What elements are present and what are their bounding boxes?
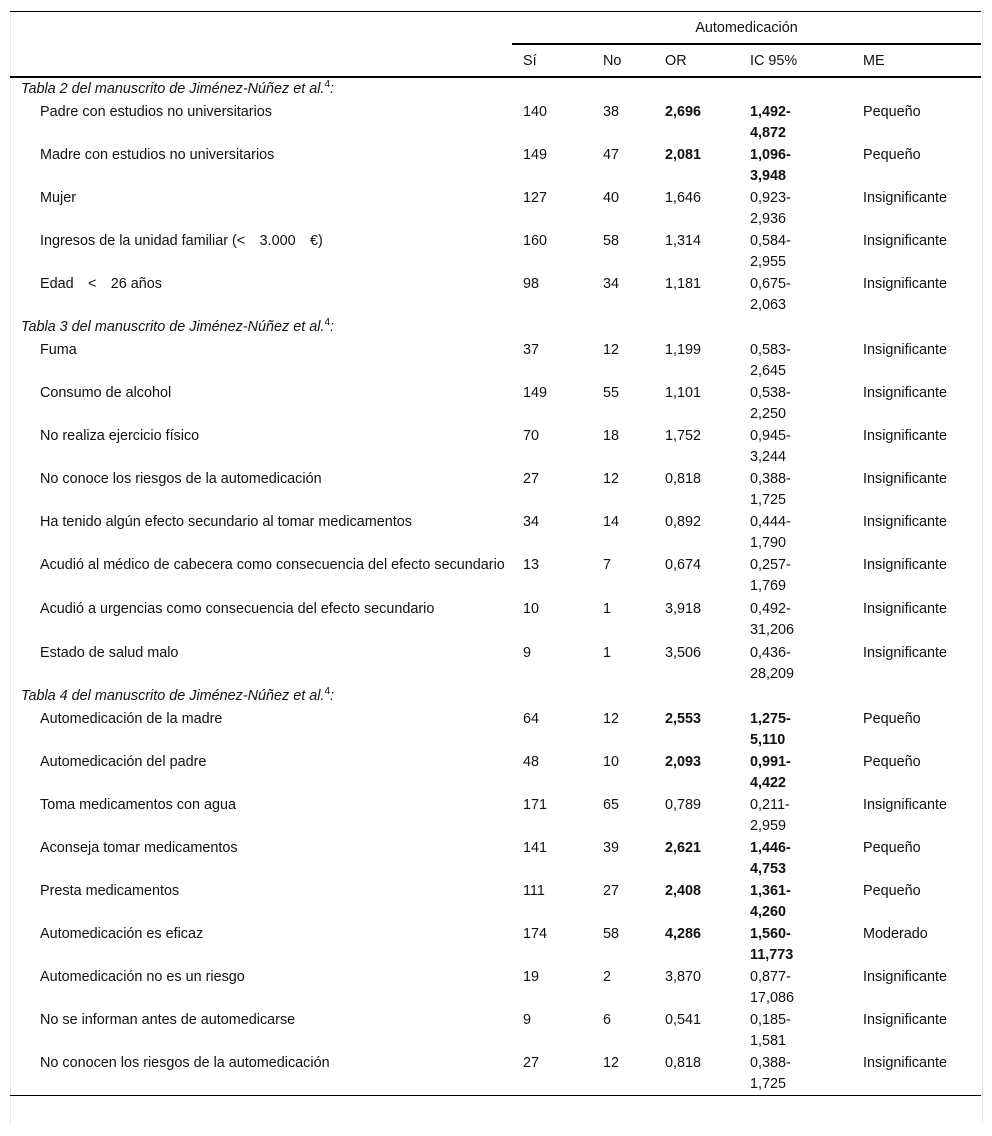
cell-me: Pequeño (863, 147, 921, 163)
table-row (10, 837, 981, 880)
cell-or: 4,286 (665, 926, 702, 942)
table-row (10, 598, 981, 642)
section-title-text: Tabla 3 del manuscrito de Jiménez-Núñez et al. (21, 319, 325, 335)
section-title (10, 316, 981, 339)
cell-ic95: 1,560- 11,773 (750, 926, 794, 963)
cell-si: 19 (523, 969, 540, 985)
cell-or: 0,674 (665, 557, 702, 573)
cell-me: Insignificante (863, 645, 947, 661)
section-title-text: Tabla 2 del manuscrito de Jiménez-Núñez et al. (21, 81, 325, 97)
cell-or: 2,621 (665, 840, 702, 856)
cell-or: 2,696 (665, 104, 702, 120)
row-label: Edad < 26 años (40, 276, 163, 292)
cell-me: Insignificante (863, 601, 947, 617)
cell-or: 0,789 (665, 797, 702, 813)
cell-or: 2,553 (665, 711, 702, 727)
cell-me: Pequeño (863, 711, 921, 727)
cell-ic95: 0,185- 1,581 (750, 1012, 791, 1049)
cell-ic95: 0,923- 2,936 (750, 190, 791, 227)
cell-ic95: 1,361- 4,260 (750, 883, 791, 920)
cell-si: 127 (523, 190, 548, 206)
cell-ic95: 0,538- 2,250 (750, 385, 791, 422)
table-row (10, 144, 981, 187)
row-label: Ha tenido algún efecto secundario al tomar medicamentos (40, 514, 412, 530)
table-row (10, 187, 981, 230)
cell-ic95: 0,388- 1,725 (739, 1052, 852, 1096)
section-title-suffix: : (330, 81, 334, 97)
cell-me: Pequeño (863, 754, 921, 770)
table-row (10, 382, 981, 425)
cell-me: Insignificante (863, 233, 947, 249)
row-label: Automedicación de la madre (40, 711, 223, 727)
row-label: Padre con estudios no universitarios (40, 104, 272, 120)
cell-no: 65 (603, 797, 620, 813)
reference-superscript[interactable]: 4 (324, 79, 330, 90)
cell-no: 12 (592, 1052, 654, 1096)
cell-si: 141 (523, 840, 548, 856)
table-row (10, 966, 981, 1009)
cell-ic95: 0,583- 2,645 (750, 342, 791, 379)
cell-si: 171 (523, 797, 548, 813)
cell-or: 1,314 (665, 233, 702, 249)
header-label-col (10, 44, 512, 77)
cell-no: 34 (603, 276, 620, 292)
cell-no: 58 (603, 233, 620, 249)
row-label: Mujer (40, 190, 76, 206)
row-label: Ingresos de la unidad familiar (< 3.000 €) (40, 233, 323, 249)
table-row (10, 425, 981, 468)
cell-si: 140 (523, 104, 548, 120)
cell-si: 9 (523, 645, 532, 661)
cell-si: 27 (523, 471, 540, 487)
header-col-no: No (592, 44, 654, 77)
row-label: No se informan antes de automedicarse (40, 1012, 296, 1028)
cell-no: 7 (603, 557, 612, 573)
section-header-row (10, 685, 981, 708)
cell-ic95: 0,211- 2,959 (750, 797, 790, 834)
table-row (10, 751, 981, 794)
row-label: Automedicación del padre (40, 754, 207, 770)
cell-ic95: 1,275- 5,110 (750, 711, 791, 748)
cell-me: Pequeño (863, 840, 921, 856)
cell-si: 48 (523, 754, 540, 770)
cell-me: Insignificante (863, 385, 947, 401)
row-label: Fuma (40, 342, 77, 358)
header-col-ic95: IC 95% (739, 44, 852, 77)
cell-si: 9 (523, 1012, 532, 1028)
cell-ic95: 0,991- 4,422 (750, 754, 791, 791)
row-label: Automedicación es eficaz (40, 926, 204, 942)
header-col-si: Sí (512, 44, 592, 77)
cell-si: 34 (523, 514, 540, 530)
cell-si: 64 (523, 711, 540, 727)
cell-me: Insignificante (863, 342, 947, 358)
table-row (10, 1052, 981, 1096)
cell-me: Insignificante (863, 514, 947, 530)
cell-or: 3,870 (665, 969, 702, 985)
cell-or: 0,892 (665, 514, 702, 530)
cell-or: 2,093 (665, 754, 702, 770)
cell-no: 40 (603, 190, 620, 206)
cell-ic95: 1,096- 3,948 (750, 147, 791, 184)
section-header-row (10, 77, 981, 101)
cell-or: 1,646 (665, 190, 702, 206)
table-row (10, 1009, 981, 1052)
cell-no: 58 (603, 926, 620, 942)
row-label: Madre con estudios no universitarios (40, 147, 275, 163)
table-row (10, 880, 981, 923)
cell-or: 1,752 (665, 428, 702, 444)
cell-si: 27 (512, 1052, 592, 1096)
cell-si: 111 (523, 883, 545, 899)
cell-me: Moderado (863, 926, 928, 942)
table-row (10, 230, 981, 273)
table-row (10, 273, 981, 316)
header-col-or: OR (654, 44, 739, 77)
table-row (10, 708, 981, 751)
section-title-text: Tabla 4 del manuscrito de Jiménez-Núñez et al. (21, 688, 325, 704)
cell-or: 3,918 (665, 601, 702, 617)
cell-me: Insignificante (863, 969, 947, 985)
cell-me: Insignificante (863, 428, 947, 444)
table-row (10, 923, 981, 966)
cell-no: 1 (603, 645, 612, 661)
cell-or: 1,199 (665, 342, 702, 358)
header-col-me: ME (852, 44, 981, 77)
cell-me: Insignificante (863, 190, 947, 206)
cell-or: 0,818 (665, 471, 702, 487)
reference-superscript[interactable]: 4 (324, 686, 330, 697)
row-label: Acudió al médico de cabecera como consecuencia del efecto secundario (40, 557, 505, 573)
row-label: Acudió a urgencias como consecuencia del efecto secundario (40, 601, 435, 617)
row-label: Automedicación no es un riesgo (40, 969, 245, 985)
table-row (10, 339, 981, 382)
table-row (10, 511, 981, 554)
cell-ic95: 0,675- 2,063 (750, 276, 791, 313)
cell-no: 18 (603, 428, 620, 444)
row-label: Estado de salud malo (40, 645, 179, 661)
cell-or: 2,408 (665, 883, 702, 899)
cell-no: 12 (603, 711, 620, 727)
table-row (10, 554, 981, 598)
cell-or: 3,506 (665, 645, 702, 661)
section-title (10, 77, 981, 101)
cell-no: 12 (603, 471, 620, 487)
cell-no: 14 (603, 514, 620, 530)
cell-or: 1,181 (665, 276, 702, 292)
row-label: No conoce los riesgos de la automedicación (40, 471, 322, 487)
row-label: Aconseja tomar medicamentos (40, 840, 238, 856)
cell-me: Pequeño (863, 883, 921, 899)
header-group-automedicacion: Automedicación (512, 12, 981, 45)
cell-ic95: 0,584- 2,955 (750, 233, 791, 270)
automedication-table (10, 11, 981, 1096)
cell-no: 39 (603, 840, 620, 856)
cell-me: Insignificante (863, 797, 947, 813)
cell-ic95: 0,492- 31,206 (750, 601, 795, 638)
cell-ic95: 0,444- 1,790 (750, 514, 791, 551)
cell-no: 47 (603, 147, 620, 163)
cell-me: Insignificante (863, 276, 947, 292)
section-title-suffix: : (330, 688, 334, 704)
cell-or: 2,081 (665, 147, 702, 163)
cell-si: 13 (523, 557, 540, 573)
cell-no: 2 (603, 969, 612, 985)
cell-me: Insignificante (863, 471, 947, 487)
section-title-suffix: : (330, 319, 334, 335)
cell-or: 0,818 (654, 1052, 739, 1096)
cell-si: 98 (523, 276, 540, 292)
row-label: No realiza ejercicio físico (40, 428, 200, 444)
header-empty-cell (10, 12, 512, 45)
cell-si: 70 (523, 428, 540, 444)
cell-si: 10 (523, 601, 540, 617)
cell-no: 1 (603, 601, 612, 617)
table-body (10, 77, 981, 1096)
table-row (10, 794, 981, 837)
cell-si: 160 (523, 233, 548, 249)
cell-ic95: 0,877- 17,086 (750, 969, 795, 1006)
cell-ic95: 1,492- 4,872 (750, 104, 791, 141)
cell-me: Insignificante (852, 1052, 981, 1096)
cell-no: 55 (603, 385, 620, 401)
cell-or: 0,541 (665, 1012, 702, 1028)
cell-si: 149 (523, 147, 548, 163)
section-title (10, 685, 981, 708)
cell-no: 10 (603, 754, 620, 770)
cell-si: 37 (523, 342, 540, 358)
cell-no: 6 (603, 1012, 612, 1028)
row-label: Toma medicamentos con agua (40, 797, 236, 813)
cell-si: 149 (523, 385, 548, 401)
reference-superscript[interactable]: 4 (324, 317, 330, 328)
cell-no: 38 (603, 104, 620, 120)
table-row (10, 468, 981, 511)
table-row (10, 642, 981, 685)
cell-ic95: 0,257- 1,769 (750, 557, 791, 594)
cell-me: Insignificante (863, 1012, 947, 1028)
cell-ic95: 0,436- 28,209 (750, 645, 795, 682)
table-header (10, 12, 981, 78)
cell-me: Pequeño (863, 104, 921, 120)
row-label: Consumo de alcohol (40, 385, 172, 401)
section-header-row (10, 316, 981, 339)
row-label: No conocen los riesgos de la automedicación (10, 1052, 512, 1096)
cell-ic95: 0,388- 1,725 (750, 471, 791, 508)
cell-me: Insignificante (863, 557, 947, 573)
cell-or: 1,101 (665, 385, 702, 401)
cell-ic95: 0,945- 3,244 (750, 428, 791, 465)
cell-no: 12 (603, 342, 620, 358)
cell-si: 174 (523, 926, 548, 942)
row-label: Presta medicamentos (40, 883, 180, 899)
cell-no: 27 (603, 883, 620, 899)
cell-ic95: 1,446- 4,753 (750, 840, 791, 877)
table-row (10, 101, 981, 144)
